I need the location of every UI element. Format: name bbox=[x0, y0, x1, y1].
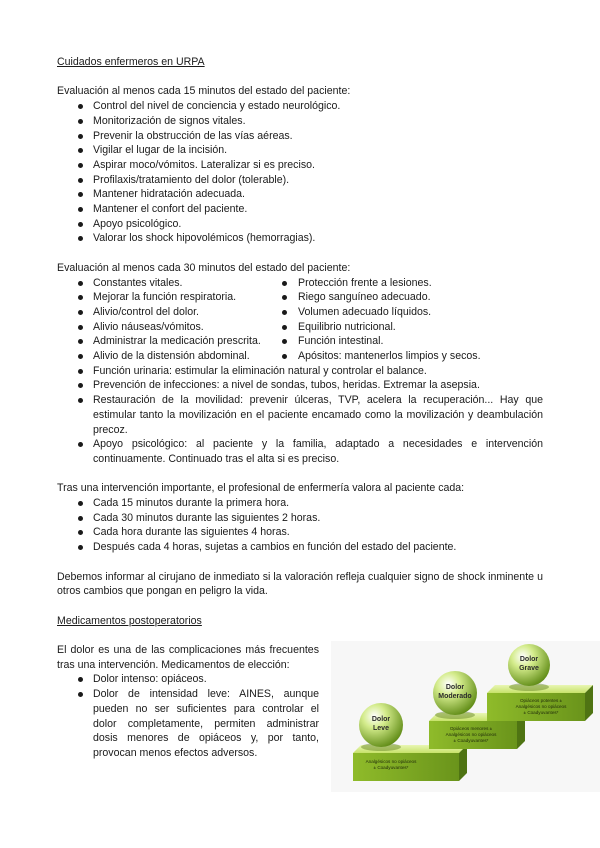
ball-label-top: Dolor bbox=[519, 656, 539, 664]
pain-ladder-figure bbox=[331, 641, 600, 792]
caption-leve-1: Analgésicos no opiáceos bbox=[365, 759, 417, 765]
document-page bbox=[57, 55, 567, 771]
list-item: Dolor de intensidad leve: AINES, aunque pueden no ser suficientes para controlar el dolor completamente, permiten administrar dosis menores de opiáceos y, por tanto, provocan menos efectos adversos. bbox=[57, 687, 319, 761]
list-item: Volumen adecuado líquidos. bbox=[282, 305, 481, 320]
list-item: Mejorar la función respiratoria. bbox=[57, 290, 282, 305]
caption-grave-1: Opiáceos potentes ± bbox=[519, 698, 563, 704]
list-item: Mantener el confort del paciente. bbox=[57, 202, 543, 217]
intro-after-surgery: Tras una intervención importante, el profesional de enfermería valora al paciente cada: bbox=[57, 482, 465, 495]
list-item: Prevención de infecciones: a nivel de sondas, tubos, heridas. Extremar la asepsia. bbox=[57, 378, 543, 393]
list-item: Apoyo psicológico: al paciente y la familia, adaptado a necesidades e intervención continuamente. Continuado tras el alta si es preciso. bbox=[57, 437, 543, 466]
list-30-min-full bbox=[57, 364, 543, 467]
list-item: Alivio/control del dolor. bbox=[57, 305, 282, 320]
caption-moderado-3: ± Coadyuvantes* bbox=[453, 738, 489, 744]
list-30-min-right bbox=[282, 276, 481, 364]
caption-grave-2: Analgésicos no opiáceos bbox=[515, 704, 567, 710]
list-item: Cada hora durante las siguientes 4 horas. bbox=[57, 525, 543, 540]
list-item: Cada 15 minutos durante la primera hora. bbox=[57, 496, 543, 511]
list-item: Después cada 4 horas, sujetas a cambios en función del estado del paciente. bbox=[57, 540, 543, 555]
list-item: Cada 30 minutos durante las siguientes 2 horas. bbox=[57, 511, 543, 526]
list-item: Protección frente a lesiones. bbox=[282, 276, 481, 291]
list-item: Alivio de la distensión abdominal. bbox=[57, 349, 282, 364]
intro-30-min: Evaluación al menos cada 30 minutos del estado del paciente: bbox=[57, 261, 351, 274]
list-item: Dolor intenso: opiáceos. bbox=[57, 672, 319, 687]
list-item: Mantener hidratación adecuada. bbox=[57, 187, 543, 202]
list-item: Apósitos: mantenerlos limpios y secos. bbox=[282, 349, 481, 364]
list-item: Función intestinal. bbox=[282, 334, 481, 349]
ball-label-top: Dolor bbox=[371, 716, 391, 724]
surgeon-note: Debemos informar al cirujano de inmediato si la valoración refleja cualquier signo de shock inminente u otros cambios que pongan en peligro la vida. bbox=[57, 570, 543, 598]
caption-moderado-1: Opiáceos menores ± bbox=[449, 726, 493, 732]
caption-leve-2: ± Coadyuvantes* bbox=[373, 765, 409, 771]
ball-label-bottom: Grave bbox=[519, 665, 539, 673]
list-item: Vigilar el lugar de la incisión. bbox=[57, 143, 543, 158]
ball-label-top: Dolor bbox=[445, 684, 465, 692]
list-item: Función urinaria: estimular la eliminación natural y controlar el balance. bbox=[57, 364, 543, 379]
list-item: Prevenir la obstrucción de las vías aéreas. bbox=[57, 129, 543, 144]
section-title-urpa: Cuidados enfermeros en URPA bbox=[57, 56, 205, 68]
list-item: Monitorización de signos vitales. bbox=[57, 114, 543, 129]
step-grave bbox=[487, 685, 593, 721]
list-15-min bbox=[57, 99, 543, 246]
caption-moderado-2: Analgésicos no opiáceos bbox=[445, 732, 497, 738]
list-item: Aspirar moco/vómitos. Lateralizar si es preciso. bbox=[57, 158, 543, 173]
ball-label-bottom: Leve bbox=[373, 725, 389, 733]
intro-15-min: Evaluación al menos cada 15 minutos del estado del paciente: bbox=[57, 85, 351, 98]
ball-label-bottom: Moderado bbox=[438, 693, 472, 701]
caption-grave-3: ± Coadyuvantes* bbox=[523, 710, 559, 716]
list-item: Equilibrio nutricional. bbox=[282, 320, 481, 335]
section-title-medications: Medicamentos postoperatorios bbox=[57, 614, 202, 627]
medications-block bbox=[57, 643, 567, 771]
list-item: Alivio náuseas/vómitos. bbox=[57, 320, 282, 335]
medications-intro: El dolor es una de las complicaciones más frecuentes tras una intervención. Medicamentos de elección: bbox=[57, 644, 319, 671]
list-item: Control del nivel de conciencia y estado neurológico. bbox=[57, 99, 543, 114]
list-item: Constantes vitales. bbox=[57, 276, 282, 291]
list-item: Riego sanguíneo adecuado. bbox=[282, 290, 481, 305]
list-item: Restauración de la movilidad: prevenir úlceras, TVP, acelera la recuperación... Hay que estimular tanto la movilización en el paciente encamado como la movilización y deambulación precoz. bbox=[57, 393, 543, 437]
list-item: Valorar los shock hipovolémicos (hemorragias). bbox=[57, 231, 543, 246]
list-item: Apoyo psicológico. bbox=[57, 217, 543, 232]
list-item: Administrar la medicación prescrita. bbox=[57, 334, 282, 349]
list-item: Profilaxis/tratamiento del dolor (tolerable). bbox=[57, 173, 543, 188]
list-30-min-left bbox=[57, 276, 282, 364]
list-after-surgery bbox=[57, 496, 543, 555]
list-30-min-columns bbox=[57, 276, 543, 364]
medications-text bbox=[57, 643, 319, 761]
medications-list bbox=[57, 672, 319, 760]
